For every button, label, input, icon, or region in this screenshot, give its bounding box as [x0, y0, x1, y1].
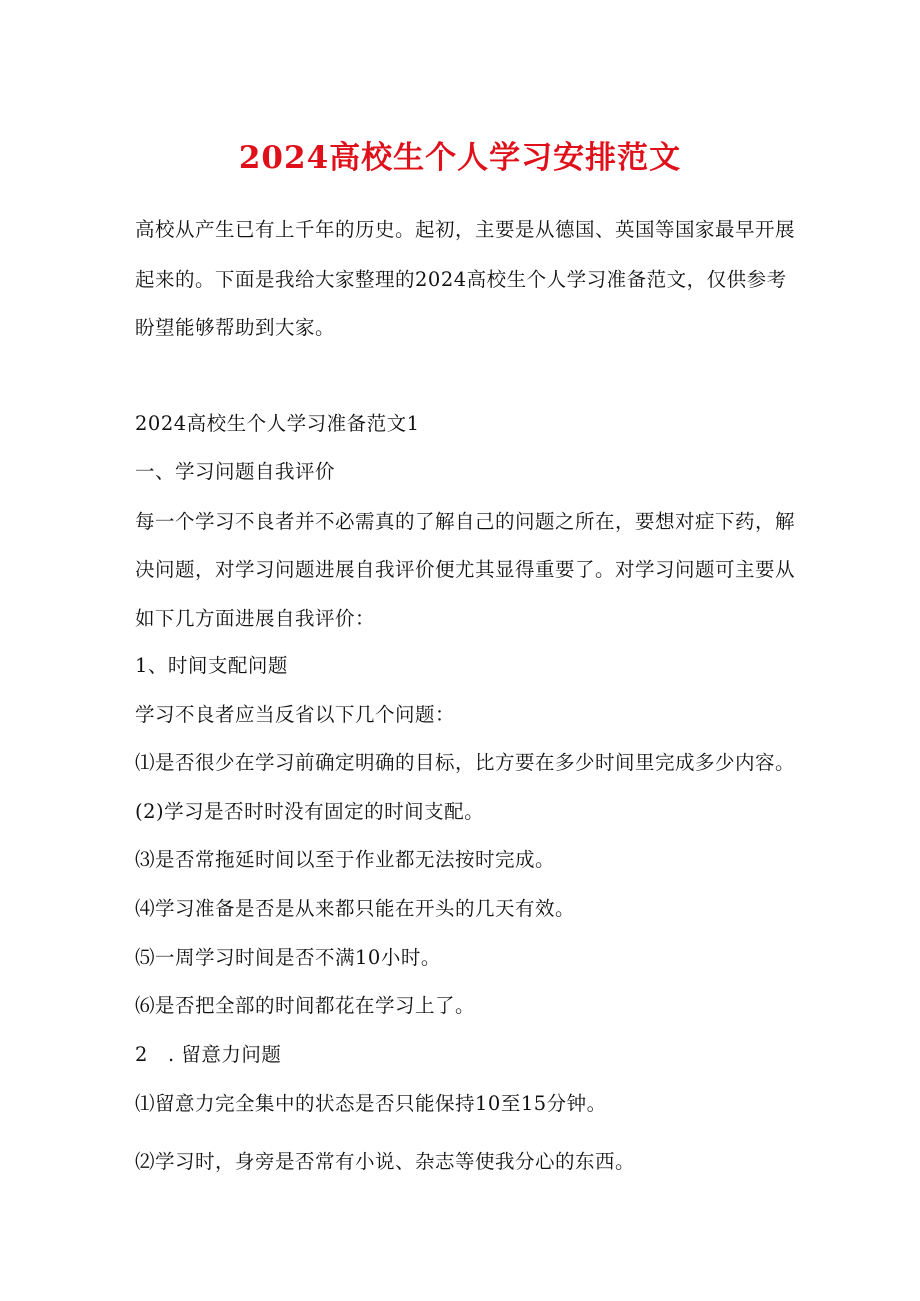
list-item: ⑴是否很少在学习前确定明确的目标，比方要在多少时间里完成多少内容。 [135, 751, 796, 774]
list-item: ⑶是否常拖延时间以至于作业都无法按时完成。 [135, 848, 556, 871]
list-item: ⑵学习时，身旁是否常有小说、杂志等使我分心的东西。 [135, 1150, 636, 1173]
list-item: ⑴留意力完全集中的状态是否只能保持10至15分钟。 [135, 1092, 607, 1115]
intro-line: 起来的。下面是我给大家整理的2024高校生个人学习准备范文，仅供参考 [135, 268, 787, 291]
paragraph-line: 决问题，对学习问题进展自我评价便尤其显得重要了。对学习问题可主要从 [135, 558, 796, 581]
list-item: (2)学习是否时时没有固定的时间支配。 [135, 800, 485, 823]
intro-line: 高校从产生已有上千年的历史。起初，主要是从德国、英国等国家最早开展 [135, 218, 796, 241]
document-title: 2024高校生个人学习安排范文 [238, 140, 682, 176]
intro-line: 盼望能够帮助到大家。 [135, 316, 336, 339]
subheading-time: 1、时间支配问题 [135, 654, 288, 677]
paragraph-line: 学习不良者应当反省以下几个问题： [135, 703, 456, 726]
paragraph-line: 每一个学习不良者并不必需真的了解自己的问题之所在，要想对症下药，解 [135, 510, 796, 533]
list-item: ⑷学习准备是否是从来都只能在开头的几天有效。 [135, 897, 576, 920]
heading-self-evaluation: 一、学习问题自我评价 [135, 460, 336, 483]
section-title: 2024高校生个人学习准备范文1 [135, 412, 420, 435]
list-item: ⑸一周学习时间是否不满10小时。 [135, 946, 441, 969]
paragraph-line: 如下几方面进展自我评价： [135, 607, 376, 630]
subheading-attention: 2 . 留意力问题 [135, 1043, 282, 1066]
list-item: ⑹是否把全部的时间都花在学习上了。 [135, 994, 476, 1017]
